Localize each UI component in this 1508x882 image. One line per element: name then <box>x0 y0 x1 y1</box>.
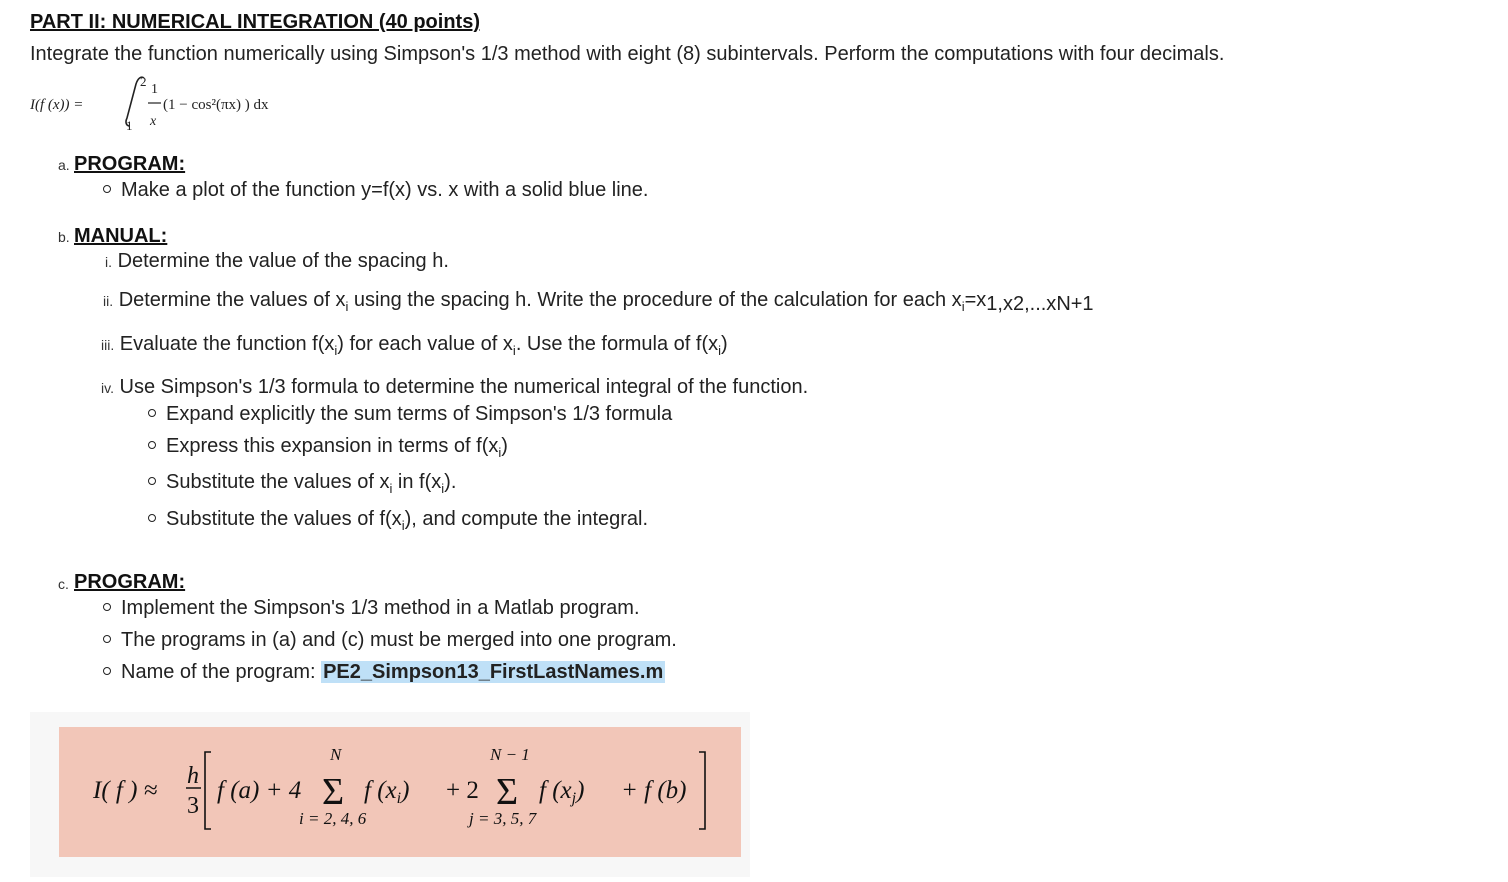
sum2-sigma-icon: Σ <box>496 771 519 813</box>
svg-text:f (xi): f $(x_i)$ <box>364 777 410 807</box>
section-a-heading: PROGRAM: <box>74 153 186 175</box>
step-i: i. Determine the value of the spacing h. <box>105 250 449 272</box>
sub-item: Expand explicitly the sum terms of Simpson's 1/3 formula <box>148 403 672 426</box>
program-name: PE2_Simpson13_FirstLastNames.m <box>323 661 664 683</box>
simpson-formula <box>59 727 741 857</box>
step-iii: iii. Evaluate the function $f(x_i)$ for each value of $x_i$. Use the formula of $f(x_i)$ <box>101 333 728 358</box>
formula-h: h <box>187 763 199 789</box>
section-b-marker: b. <box>58 229 70 245</box>
bullet-icon <box>103 185 111 193</box>
formula-three: 3 <box>187 793 199 819</box>
section-c-item: The programs in (a) and (c) must be merged into one program. <box>103 629 677 652</box>
sum1-top: N <box>330 745 342 764</box>
section-b-heading: MANUAL: <box>74 225 168 247</box>
integrand: (1 − cos²(πx) ) dx <box>163 97 269 113</box>
svg-text:f (xj): f $(x_j)$ <box>539 777 585 807</box>
bullet-icon <box>103 667 111 675</box>
sub-item: Substitute the values of $x_i$ in $f(x_i)$. <box>148 471 456 494</box>
sub-item: Substitute the values of $f(x_i)$, and compute the integral. <box>148 508 648 531</box>
section-c-marker: c. <box>58 576 69 592</box>
section-c-item: Implement the Simpson's 1/3 method in a Matlab program. <box>103 597 640 620</box>
sum2-bottom: j = 3, 5, 7 <box>469 809 537 828</box>
formula-fxi: f (x <box>364 777 397 804</box>
step-iv: iv. Use Simpson's 1/3 formula to determine the numerical integral of the function. <box>101 376 809 398</box>
right-bracket-icon <box>699 752 705 829</box>
sum1-sigma-icon: Σ <box>322 771 345 813</box>
bullet-icon <box>103 635 111 643</box>
bullet-icon <box>103 603 111 611</box>
bullet-icon <box>148 441 156 449</box>
intro-text: Integrate the function numerically using Simpson's 1/3 method with eight (8) subintervals. Perform the computations with four decimals. <box>30 43 1225 65</box>
section-a-marker: a. <box>58 157 70 173</box>
formula-fa: f (a) + 4 <box>217 777 302 804</box>
formula-plus2: + 2 <box>446 777 479 804</box>
section-c-heading: PROGRAM: <box>74 571 186 593</box>
integral-lhs: I(f (x)) = <box>30 97 84 113</box>
sub-item: Express this expansion in terms of $f(x_i)$ <box>148 435 508 458</box>
left-bracket-icon <box>205 752 211 829</box>
formula-fb: + f (b) <box>621 777 687 804</box>
simpson-formula-box <box>59 727 741 857</box>
formula-fxj: f (x <box>539 777 572 804</box>
integral-upper: 2 <box>140 74 147 89</box>
formula-lhs: I( f ) ≈ <box>93 777 158 804</box>
step-ii: ii. Determine the values of $x_i$ using the spacing h. Write the procedure of the calculation for each $x_i=x1,x2,...xN+1$ <box>103 289 1094 315</box>
bullet-icon <box>148 514 156 522</box>
section-a-item: Make a plot of the function y=f(x) vs. x with a solid blue line. <box>103 179 648 202</box>
bullet-icon <box>148 477 156 485</box>
integral-equation <box>30 70 350 136</box>
sum1-bottom: i = 2, 4, 6 <box>299 809 367 828</box>
fraction-numerator: 1 <box>151 82 158 97</box>
integral-lower: 1 <box>126 118 133 133</box>
bullet-icon <box>148 409 156 417</box>
fraction-denominator: x <box>150 114 157 129</box>
sum2-top: N − 1 <box>490 745 530 764</box>
page-title: PART II: NUMERICAL INTEGRATION (40 points) <box>30 11 480 33</box>
section-c-item: Name of the program: PE2_Simpson13_FirstLastNames.m <box>103 661 665 684</box>
